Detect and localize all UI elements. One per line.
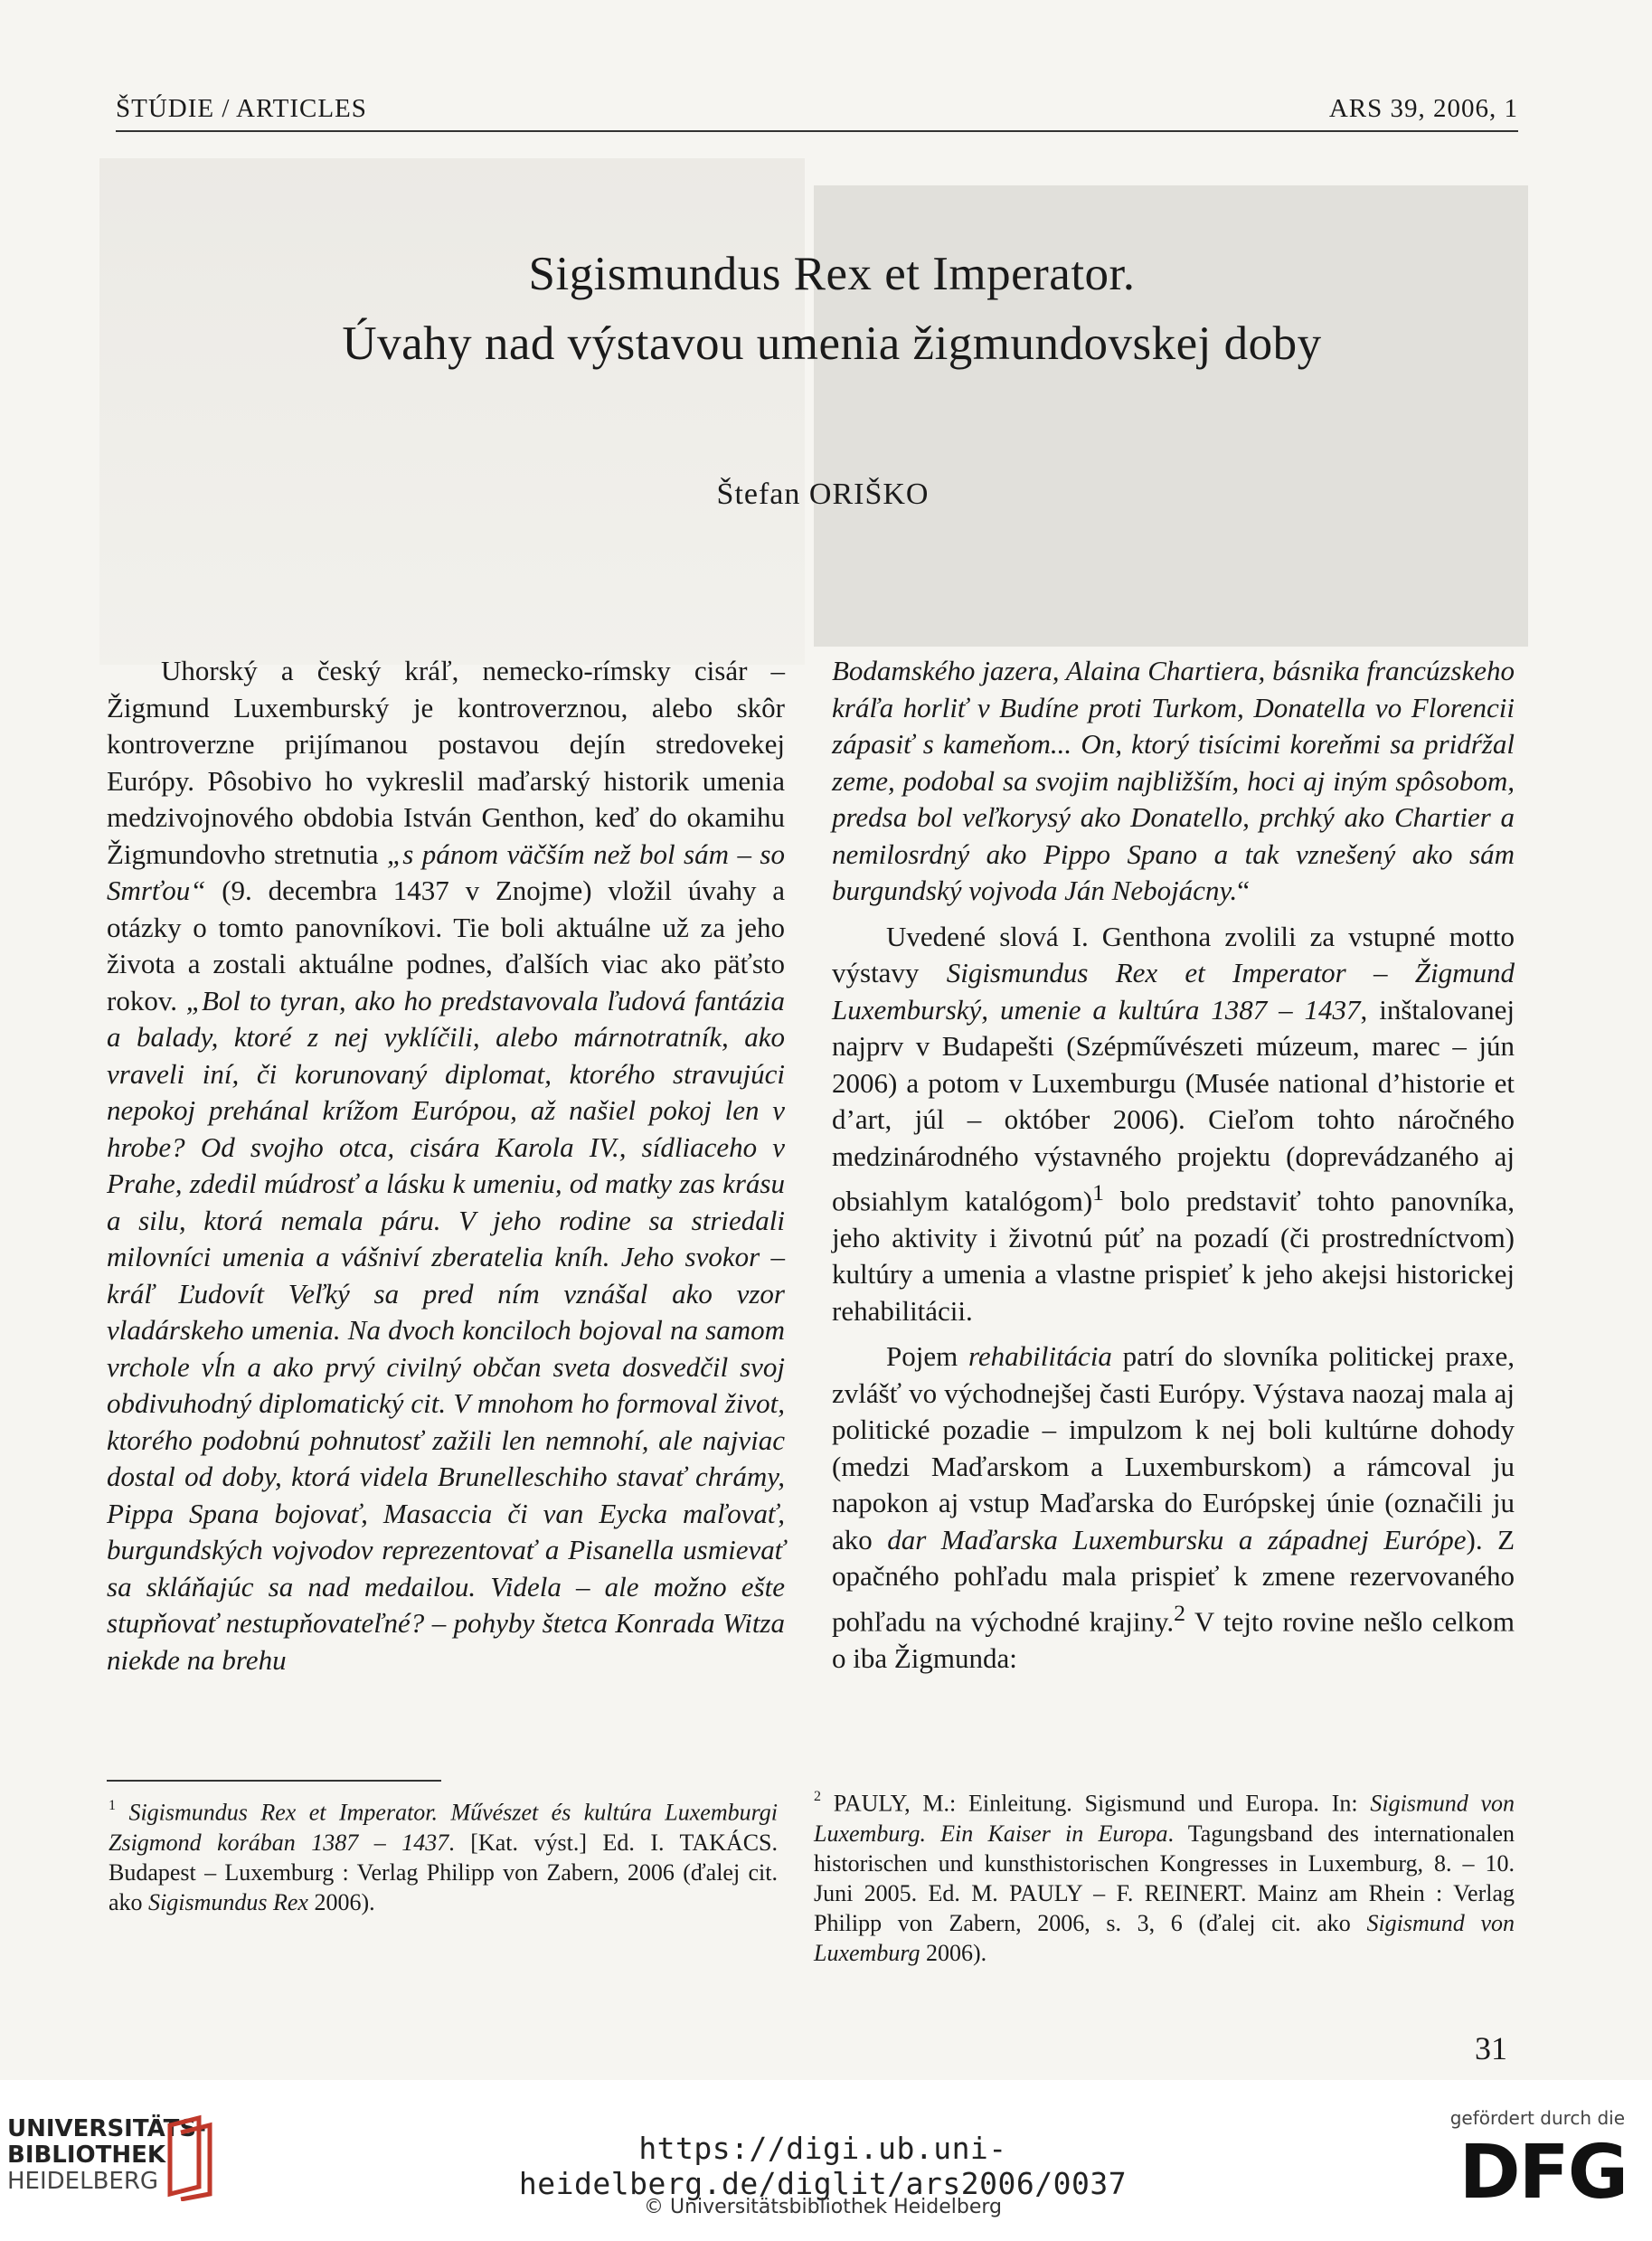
- journal-issue: ARS 39, 2006, 1: [1328, 94, 1518, 123]
- dfg-logo: DFG: [1458, 2130, 1627, 2216]
- page-number: 31: [1475, 2030, 1507, 2066]
- footnote-ref: 1: [1092, 1179, 1105, 1206]
- paragraph: Bodamského jazera, Alaina Chartiera, básnika francúzskeho kráľa horliť v Budíne proti Turkom, Donatella vo Florencii zápasiť s kameňom... On, ktorý tisícimi koreňmi sa pridŕžal zeme, podobal sa svojim najbližším, hoci aj iným spôsobom, predsa bol veľkorysý ako Donatello, prchký ako Chartier a nemilosrdný ako Pippo Spano a tak vznešený ako sám burgundský vojvoda Ján Nebojácny.“: [832, 655, 1515, 906]
- author-name: Štefan ORIŠKO: [716, 478, 930, 511]
- running-header: [116, 94, 1518, 132]
- left-column: [107, 653, 785, 1678]
- digitization-footer: [0, 2080, 1652, 2241]
- article-title-line2: Úvahy nad výstavou umenia žigmundovskej doby: [342, 317, 1322, 370]
- right-column: [832, 653, 1515, 1677]
- bleed-through-shadow: [99, 158, 805, 665]
- copyright-notice: © Universitätsbibliothek Heidelberg: [643, 2196, 1002, 2218]
- footnote-rule: [107, 1780, 441, 1782]
- section-label: ŠTÚDIE / ARTICLES: [116, 94, 367, 123]
- paragraph: Pojem rehabilitácia patrí do slovníka politickej praxe, zvlášť vo východnejšej časti Európy. Výstava naozaj mala aj politické pozadie – impulzom k nej boli kultúrne dohody (medzi Maďarskom a Luxemburskom) a rámcoval ju napokon aj vstup Maďarska do Európskej únie (označili ju ako dar Maďarska Luxembursku a západnej Európe). Z opačného pohľadu mala prispieť k zmene rezervovaného pohľadu na východné krajiny.$^2$ V tejto rovine nešlo celkom o iba Žigmunda:: [832, 1340, 1515, 1674]
- source-url-link[interactable]: https://digi.ub.uni-heidelberg.de/diglit/ars2006/0037: [518, 2131, 1128, 2201]
- paragraph: Uvedené slová I. Genthona zvolili za vstupné motto výstavy Sigismundus Rex et Imperator – Žigmund Luxemburský, umenie a kultúra 1387 – 1437, inštalovanej najprv v Budapešti (Szépművészeti múzeum, marec – jún 2006) a potom v Luxemburgu (Musée national d’historie et d’art, júl – október 2006). Cieľom tohto náročného medzinárodného výstavného projektu (doprevádzaného aj obsiahlym katalógom)$^1$ bolo predstaviť tohto panovníka, jeho aktivity i životnú púť na pozadí (či prostredníctvom) kultúry a umenia a vlastne prispieť k jeho akejsi historickej rehabilitácii.: [832, 920, 1515, 1327]
- library-logo-text: UNIVERSITÄTS- BIBLIOTHEK HEIDELBERG: [7, 2115, 206, 2195]
- article-title-line1: Sigismundus Rex et Imperator.: [528, 248, 1136, 300]
- funding-label: gefördert durch die: [1449, 2107, 1625, 2129]
- footnote-ref: 2: [1174, 1599, 1186, 1626]
- footnote-1: $^1$ Sigismundus Rex et Imperator. Művészet és kultúra Luxemburgi Zsigmond korában 1387 – 1437. [Kat. výst.] Ed. I. TAKÁCS. Budapest – Luxemburg : Verlag Philipp von Zabern, 2006 (ďalej cit. ako Sigismundus Rex 2006).: [109, 1798, 779, 1915]
- footnote-2: $^2$ PAULY, M.: Einleitung. Sigismund und Europa. In: Sigismund von Luxemburg. Ein Kaiser in Europa. Tagungsband des internationalen historischen und kunsthistorischen Kongresses in Luxemburg, 8. – 10. Juni 2005. Ed. M. PAULY – F. REINERT. Mainz am Rhein : Verlag Philipp von Zabern, 2006, s. 3, 6 (ďalej cit. ako Sigismund von Luxemburg 2006).: [814, 1789, 1515, 1966]
- library-logo-icon: [163, 2114, 219, 2205]
- paragraph: Uhorský a český kráľ, nemecko-rímsky cisár – Žigmund Luxemburský je kontroverznou, alebo skôr kontroverzne prijímanou postavou dejín stredovekej Európy. Pôsobivo ho vykreslil maďarský historik umenia medzivojnového obdobia István Genthon, keď do okamihu Žigmundovho stretnutia „s pánom väčším než bol sám – so Smrťou“ (9. decembra 1437 v Znojme) vložil úvahy a otázky o tomto panovníkovi. Tie boli aktuálne už za jeho života a zostali aktuálne podnes, ďalších viac ako päťsto rokov. „Bol to tyran, ako ho predstavovala ľudová fantázia a balady, ktoré z nej vyklíčili, alebo márnotratník, ako vraveli iní, či korunovaný diplomat, ktorého stravujúci nepokoj prehánal krížom Európou, až našiel pokoj len v hrobe? Od svojho otca, cisára Karola IV., sídliaceho v Prahe, zdedil múdrosť a lásku k umeniu, od matky zas krásu a silu, ktorá nemala páru. V jeho rodine sa striedali milovníci umenia a vášniví zberatelia kníh. Jeho svokor – kráľ Ľudovít Veľký sa pred ním vznášal ako vzor vladárskeho umenia. Na dvoch konciloch bojoval na samom vrchole vĺn a ako prvý civilný občan sveta dosvedčil svoj obdivuhodný diplomatický cit. V mnohom ho formoval život, ktorého podobnú pohnutosť zažili len nemnohí, ale najviac dostal od doby, ktorá videla Brunelleschiho stavať chrámy, Pippa Spana bojovať, Masaccia či van Eycka maľovať, burgundských vojvodov reprezentovať a Pisanella usmievať sa skláňajúc sa nad medailou. Videla – ale možno ešte stupňovať nestupňovateľné? – pohyby štetca Konrada Witza niekde na brehu: [107, 655, 785, 1676]
